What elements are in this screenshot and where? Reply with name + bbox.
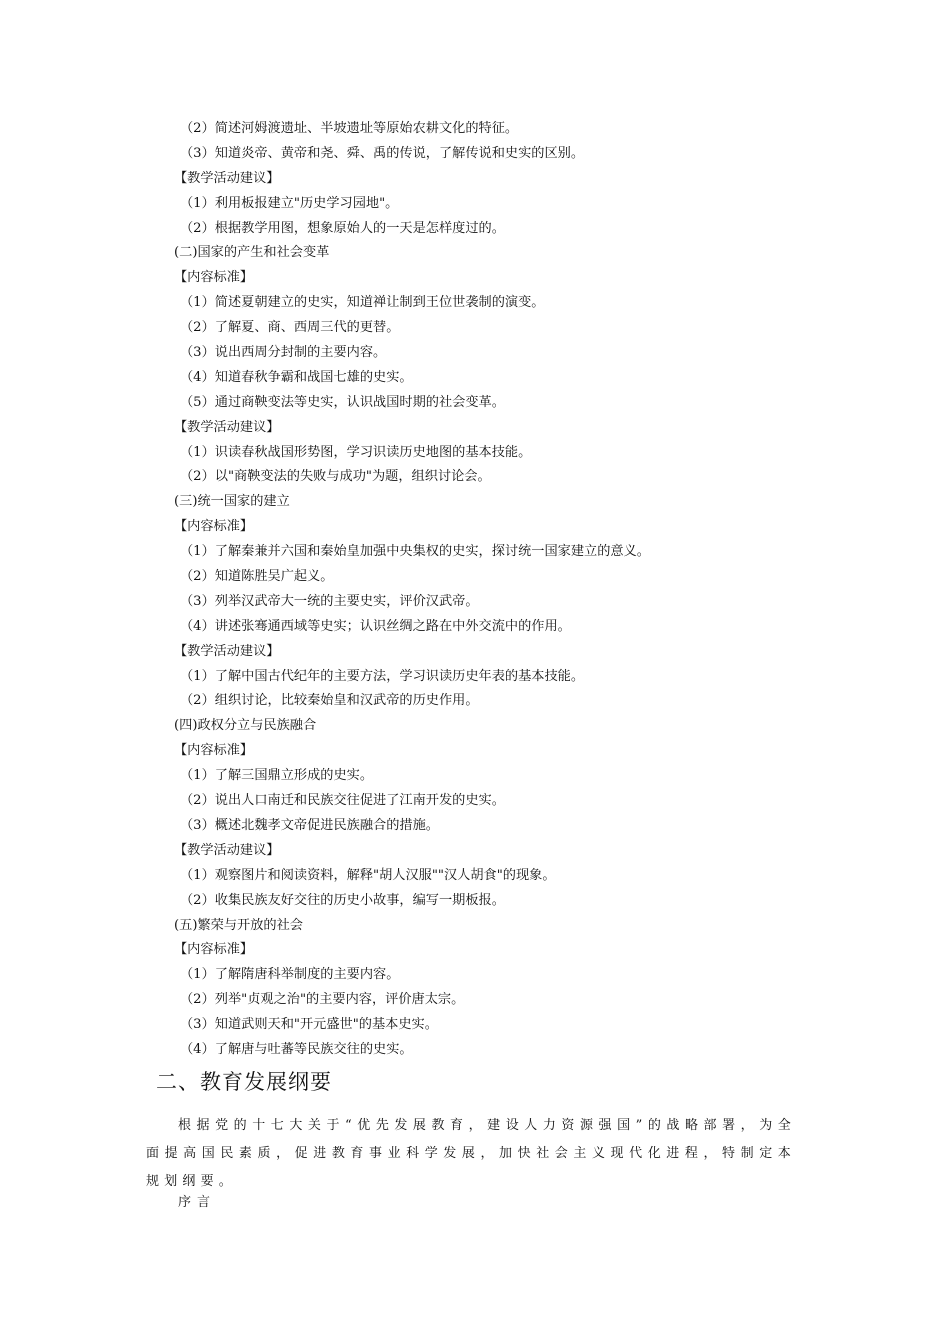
list-item: （2）根据教学用图，想象原始人的一天是怎样度过的。	[180, 220, 505, 236]
subheading: 【内容标准】	[174, 942, 254, 958]
list-item: （1）利用板报建立"历史学习园地"。	[180, 195, 399, 211]
list-item: （2）列举"贞观之治"的主要内容，评价唐太宗。	[180, 992, 465, 1008]
list-item: （3）列举汉武帝大一统的主要史实，评价汉武帝。	[180, 593, 479, 609]
list-item: （3）知道武则天和"开元盛世"的基本史实。	[180, 1017, 438, 1033]
outline-list	[174, 117, 814, 1063]
subheading: 【内容标准】	[174, 270, 254, 286]
subheading: 【教学活动建议】	[174, 643, 280, 659]
section-heading: (五)繁荣与开放的社会	[174, 917, 303, 933]
list-item: （2）了解夏、商、西周三代的更替。	[180, 320, 400, 336]
list-item: （1）了解中国古代纪年的主要方法，学习识读历史年表的基本技能。	[180, 668, 585, 684]
list-item: （2）收集民族友好交往的历史小故事，编写一期板报。	[180, 892, 505, 908]
list-item: （2）组织讨论，比较秦始皇和汉武帝的历史作用。	[180, 693, 479, 709]
list-item: （2）说出人口南迁和民族交往促进了江南开发的史实。	[180, 793, 505, 809]
list-item: （1）识读春秋战国形势图，学习识读历史地图的基本技能。	[180, 444, 532, 460]
section-heading: (二)国家的产生和社会变革	[174, 245, 330, 261]
list-item: （4）了解唐与吐蕃等民族交往的史实。	[180, 1041, 413, 1057]
list-item: （4）讲述张骞通西域等史实；认识丝绸之路在中外交流中的作用。	[180, 618, 571, 634]
subheading: 【教学活动建议】	[174, 842, 280, 858]
list-item: （2）以"商鞅变法的失败与成功"为题，组织讨论会。	[180, 469, 491, 485]
section-heading: (四)政权分立与民族融合	[174, 718, 317, 734]
intro-paragraph: 根据党的十七大关于“优先发展教育，建设人力资源强国”的战略部署，为全面提高国民素质，促进教育事业科学发展，加快社会主义现代化进程，特制定本规划纲要。	[146, 1118, 796, 1189]
list-item: （3）说出西周分封制的主要内容。	[180, 345, 387, 361]
list-item: （1）了解秦兼并六国和秦始皇加强中央集权的史实，探讨统一国家建立的意义。	[180, 544, 650, 560]
list-item: （5）通过商鞅变法等史实，认识战国时期的社会变革。	[180, 394, 505, 410]
list-item: （2）知道陈胜吴广起义。	[180, 569, 334, 585]
list-item: （1）观察图片和阅读资料，解释"胡人汉服""汉人胡食"的现象。	[180, 867, 556, 883]
list-item: （1）简述夏朝建立的史实，知道禅让制到王位世袭制的演变。	[180, 295, 545, 311]
subheading: 【内容标准】	[174, 519, 254, 535]
list-item: （3）知道炎帝、黄帝和尧、舜、禹的传说，了解传说和史实的区别。	[180, 145, 585, 161]
subheading: 【内容标准】	[174, 743, 254, 759]
preface-heading: 序言	[178, 1195, 217, 1210]
section-heading: (三)统一国家的建立	[174, 494, 290, 510]
list-item: （1）了解三国鼎立形成的史实。	[180, 768, 374, 784]
subheading: 【教学活动建议】	[174, 419, 280, 435]
chapter-heading: 二、教育发展纲要	[156, 1070, 332, 1094]
list-item: （4）知道春秋争霸和战国七雄的史实。	[180, 369, 413, 385]
list-item: （2）简述河姆渡遗址、半坡遗址等原始农耕文化的特征。	[180, 121, 519, 136]
list-item: （3）概述北魏孝文帝促进民族融合的措施。	[180, 817, 439, 833]
list-item: （1）了解隋唐科举制度的主要内容。	[180, 967, 400, 983]
subheading: 【教学活动建议】	[174, 170, 280, 186]
